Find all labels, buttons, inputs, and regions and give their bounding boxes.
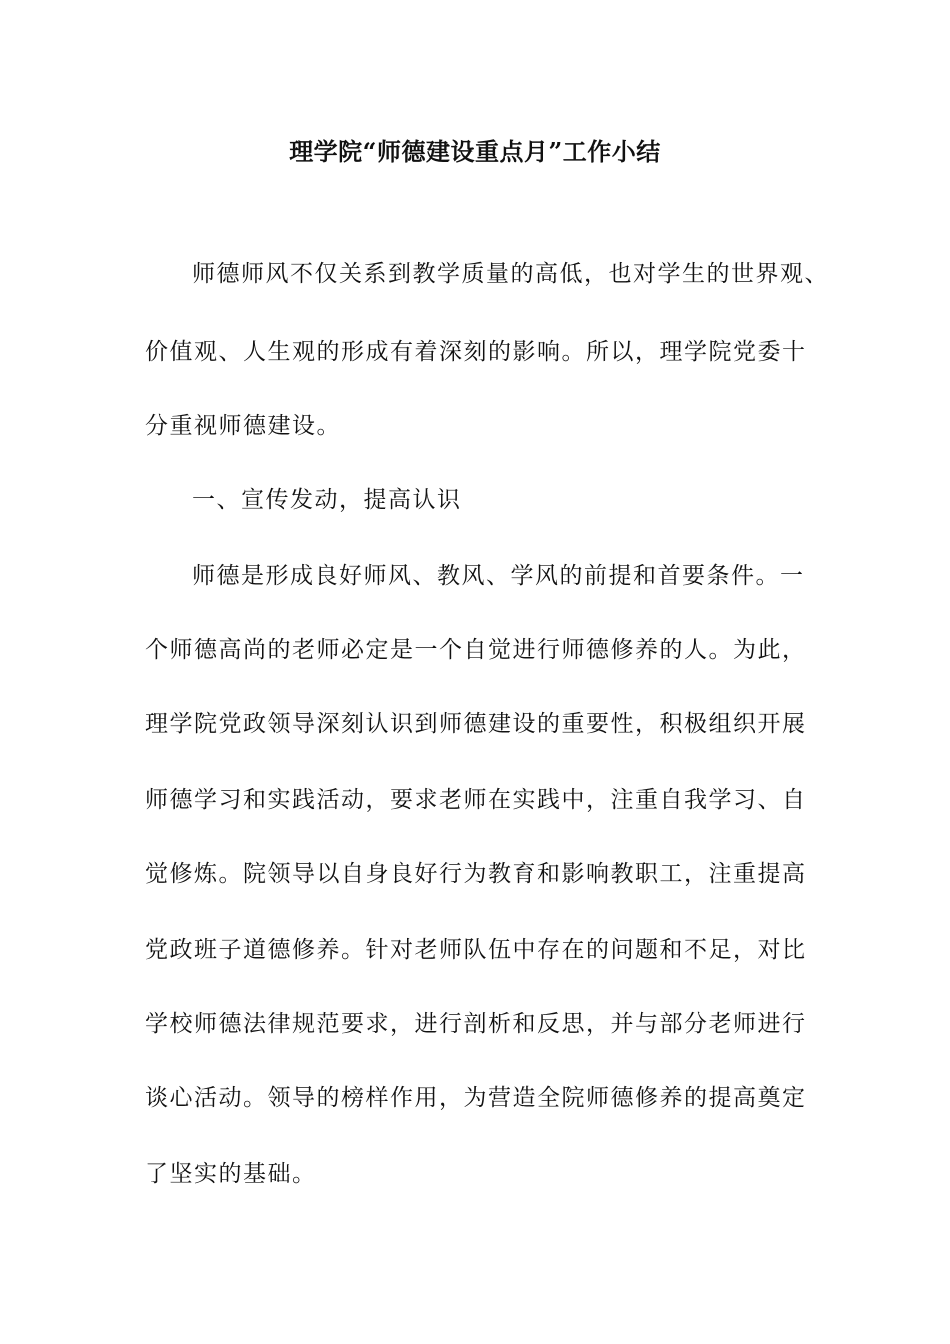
paragraph-line: 觉修炼。院领导以自身良好行为教育和影响教职工，注重提高 (145, 861, 807, 887)
paragraph-line: 党政班子道德修养。针对老师队伍中存在的问题和不足，对比 (145, 937, 807, 963)
paragraph-line: 了坚实的基础。 (145, 1161, 317, 1187)
paragraph-line: 价值观、人生观的形成有着深刻的影响。所以，理学院党委十 (145, 339, 807, 365)
paragraph-line: 师德师风不仅关系到教学质量的高低，也对学生的世界观、 (192, 261, 829, 287)
paragraph-line: 师德学习和实践活动，要求老师在实践中，注重自我学习、自 (145, 787, 807, 813)
paragraph-line: 理学院党政领导深刻认识到师德建设的重要性，积极组织开展 (145, 711, 807, 737)
document-title: 理学院“师德建设重点月”工作小结 (289, 137, 661, 166)
paragraph-line: 学校师德法律规范要求，进行剖析和反思，并与部分老师进行 (145, 1011, 807, 1037)
section-heading: 一、宣传发动，提高认识 (192, 487, 462, 513)
paragraph-line: 谈心活动。领导的榜样作用，为营造全院师德修养的提高奠定 (145, 1085, 807, 1111)
paragraph-line: 师德是形成良好师风、教风、学风的前提和首要条件。一 (192, 563, 805, 589)
paragraph-line: 分重视师德建设。 (145, 413, 341, 439)
paragraph-line: 个师德高尚的老师必定是一个自觉进行师德修养的人。为此， (145, 637, 807, 663)
